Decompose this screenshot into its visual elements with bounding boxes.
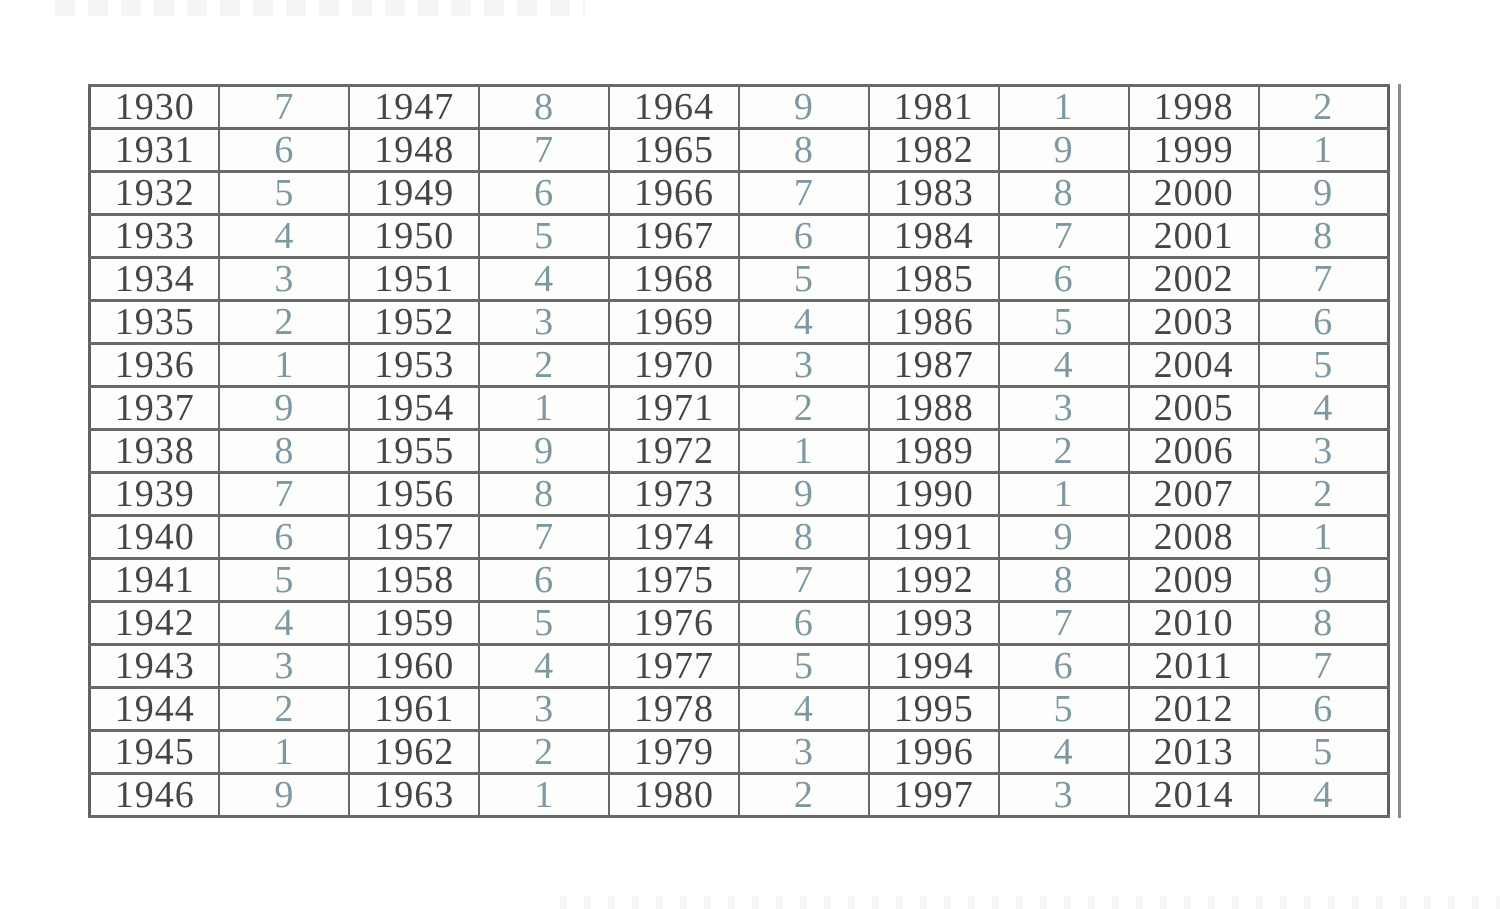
number-cell: 7 (999, 215, 1129, 258)
number-cell: 3 (219, 645, 349, 688)
number-cell: 1 (739, 430, 869, 473)
year-cell: 2005 (1129, 387, 1259, 430)
year-cell: 1958 (349, 559, 479, 602)
number-cell: 6 (739, 602, 869, 645)
year-cell: 1985 (869, 258, 999, 301)
year-cell: 1938 (90, 430, 220, 473)
year-cell: 1932 (90, 172, 220, 215)
number-cell: 5 (1259, 344, 1389, 387)
number-cell: 2 (739, 387, 869, 430)
year-cell: 1953 (349, 344, 479, 387)
year-cell: 1933 (90, 215, 220, 258)
number-cell: 8 (739, 516, 869, 559)
number-cell: 5 (739, 258, 869, 301)
year-cell: 1937 (90, 387, 220, 430)
year-cell: 1991 (869, 516, 999, 559)
year-cell: 1954 (349, 387, 479, 430)
year-cell: 1990 (869, 473, 999, 516)
table-row (90, 258, 1389, 301)
year-cell: 1936 (90, 344, 220, 387)
table-row (90, 387, 1389, 430)
year-cell: 1986 (869, 301, 999, 344)
number-cell: 8 (1259, 602, 1389, 645)
year-cell: 1997 (869, 774, 999, 817)
year-cell: 1988 (869, 387, 999, 430)
number-cell: 9 (1259, 559, 1389, 602)
number-cell: 5 (219, 559, 349, 602)
year-cell: 1993 (869, 602, 999, 645)
year-cell: 1967 (609, 215, 739, 258)
year-cell: 1946 (90, 774, 220, 817)
year-cell: 1989 (869, 430, 999, 473)
year-cell: 1945 (90, 731, 220, 774)
year-cell: 1944 (90, 688, 220, 731)
year-cell: 2008 (1129, 516, 1259, 559)
cropped-content-artifact-bottom (560, 896, 1500, 909)
number-cell: 5 (479, 215, 609, 258)
year-cell: 1976 (609, 602, 739, 645)
number-cell: 3 (219, 258, 349, 301)
year-cell: 1977 (609, 645, 739, 688)
year-table-body (90, 86, 1389, 817)
year-cell: 1970 (609, 344, 739, 387)
year-cell: 1952 (349, 301, 479, 344)
number-cell: 2 (219, 301, 349, 344)
year-cell: 1956 (349, 473, 479, 516)
number-cell: 4 (219, 602, 349, 645)
year-cell: 1996 (869, 731, 999, 774)
table-row (90, 731, 1389, 774)
year-cell: 1960 (349, 645, 479, 688)
table-row (90, 516, 1389, 559)
number-cell: 5 (1259, 731, 1389, 774)
number-cell: 7 (219, 86, 349, 129)
number-cell: 8 (999, 172, 1129, 215)
year-cell: 1979 (609, 731, 739, 774)
year-cell: 2014 (1129, 774, 1259, 817)
table-row (90, 86, 1389, 129)
number-cell: 8 (479, 473, 609, 516)
year-cell: 1931 (90, 129, 220, 172)
year-number-table-grid (88, 84, 1390, 818)
year-cell: 2006 (1129, 430, 1259, 473)
number-cell: 3 (739, 731, 869, 774)
number-cell: 9 (739, 473, 869, 516)
number-cell: 7 (1259, 645, 1389, 688)
year-cell: 1994 (869, 645, 999, 688)
number-cell: 4 (1259, 387, 1389, 430)
number-cell: 2 (219, 688, 349, 731)
table-outer-right-border (1398, 84, 1401, 818)
year-cell: 1942 (90, 602, 220, 645)
number-cell: 1 (219, 344, 349, 387)
year-cell: 2002 (1129, 258, 1259, 301)
table-row (90, 645, 1389, 688)
year-cell: 1983 (869, 172, 999, 215)
year-cell: 2011 (1129, 645, 1259, 688)
year-cell: 1984 (869, 215, 999, 258)
number-cell: 3 (999, 387, 1129, 430)
table-row (90, 430, 1389, 473)
number-cell: 6 (479, 172, 609, 215)
number-cell: 3 (739, 344, 869, 387)
number-cell: 1 (479, 387, 609, 430)
year-cell: 1978 (609, 688, 739, 731)
year-cell: 2010 (1129, 602, 1259, 645)
year-cell: 1947 (349, 86, 479, 129)
year-cell: 1941 (90, 559, 220, 602)
number-cell: 2 (479, 731, 609, 774)
number-cell: 8 (1259, 215, 1389, 258)
year-cell: 1955 (349, 430, 479, 473)
number-cell: 7 (479, 129, 609, 172)
number-cell: 9 (739, 86, 869, 129)
number-cell: 2 (1259, 86, 1389, 129)
year-cell: 1943 (90, 645, 220, 688)
number-cell: 9 (999, 516, 1129, 559)
year-cell: 1972 (609, 430, 739, 473)
number-cell: 4 (479, 645, 609, 688)
number-cell: 8 (999, 559, 1129, 602)
number-cell: 7 (739, 172, 869, 215)
year-cell: 1940 (90, 516, 220, 559)
year-cell: 1951 (349, 258, 479, 301)
year-cell: 1962 (349, 731, 479, 774)
number-cell: 8 (479, 86, 609, 129)
number-cell: 7 (1259, 258, 1389, 301)
number-cell: 1 (219, 731, 349, 774)
year-cell: 1969 (609, 301, 739, 344)
year-cell: 1992 (869, 559, 999, 602)
number-cell: 6 (219, 516, 349, 559)
number-cell: 6 (1259, 301, 1389, 344)
year-cell: 2009 (1129, 559, 1259, 602)
number-cell: 6 (1259, 688, 1389, 731)
year-cell: 1987 (869, 344, 999, 387)
table-row (90, 559, 1389, 602)
number-cell: 2 (1259, 473, 1389, 516)
number-cell: 6 (479, 559, 609, 602)
number-cell: 9 (1259, 172, 1389, 215)
year-cell: 1950 (349, 215, 479, 258)
number-cell: 1 (999, 86, 1129, 129)
table-row (90, 301, 1389, 344)
year-cell: 1957 (349, 516, 479, 559)
number-cell: 6 (999, 258, 1129, 301)
cropped-content-artifact-top (55, 0, 585, 16)
number-cell: 7 (999, 602, 1129, 645)
number-cell: 2 (999, 430, 1129, 473)
year-cell: 1930 (90, 86, 220, 129)
year-cell: 2007 (1129, 473, 1259, 516)
table-row (90, 344, 1389, 387)
year-cell: 2004 (1129, 344, 1259, 387)
year-number-table (88, 84, 1390, 818)
number-cell: 9 (219, 387, 349, 430)
number-cell: 8 (739, 129, 869, 172)
number-cell: 9 (999, 129, 1129, 172)
number-cell: 7 (219, 473, 349, 516)
year-cell: 1935 (90, 301, 220, 344)
year-cell: 1949 (349, 172, 479, 215)
number-cell: 3 (479, 688, 609, 731)
year-cell: 1975 (609, 559, 739, 602)
year-cell: 1934 (90, 258, 220, 301)
year-cell: 1963 (349, 774, 479, 817)
table-row (90, 602, 1389, 645)
number-cell: 1 (1259, 129, 1389, 172)
number-cell: 4 (739, 301, 869, 344)
number-cell: 3 (1259, 430, 1389, 473)
year-cell: 1998 (1129, 86, 1259, 129)
year-cell: 2012 (1129, 688, 1259, 731)
year-cell: 1995 (869, 688, 999, 731)
number-cell: 5 (999, 688, 1129, 731)
number-cell: 9 (479, 430, 609, 473)
year-cell: 2001 (1129, 215, 1259, 258)
number-cell: 4 (999, 344, 1129, 387)
year-cell: 1968 (609, 258, 739, 301)
number-cell: 4 (739, 688, 869, 731)
number-cell: 2 (739, 774, 869, 817)
number-cell: 5 (999, 301, 1129, 344)
number-cell: 7 (479, 516, 609, 559)
year-cell: 1981 (869, 86, 999, 129)
year-cell: 2003 (1129, 301, 1259, 344)
number-cell: 8 (219, 430, 349, 473)
year-cell: 2013 (1129, 731, 1259, 774)
year-cell: 1964 (609, 86, 739, 129)
number-cell: 4 (1259, 774, 1389, 817)
number-cell: 6 (219, 129, 349, 172)
year-cell: 1971 (609, 387, 739, 430)
number-cell: 5 (219, 172, 349, 215)
number-cell: 1 (999, 473, 1129, 516)
number-cell: 2 (479, 344, 609, 387)
year-cell: 2000 (1129, 172, 1259, 215)
table-row (90, 688, 1389, 731)
year-cell: 1939 (90, 473, 220, 516)
year-cell: 1961 (349, 688, 479, 731)
year-cell: 1974 (609, 516, 739, 559)
number-cell: 1 (1259, 516, 1389, 559)
number-cell: 3 (999, 774, 1129, 817)
year-cell: 1966 (609, 172, 739, 215)
year-cell: 1973 (609, 473, 739, 516)
number-cell: 5 (739, 645, 869, 688)
number-cell: 6 (999, 645, 1129, 688)
year-cell: 1999 (1129, 129, 1259, 172)
year-cell: 1959 (349, 602, 479, 645)
year-cell: 1982 (869, 129, 999, 172)
table-row (90, 774, 1389, 817)
number-cell: 6 (739, 215, 869, 258)
number-cell: 4 (999, 731, 1129, 774)
year-cell: 1965 (609, 129, 739, 172)
number-cell: 5 (479, 602, 609, 645)
table-row (90, 172, 1389, 215)
year-cell: 1948 (349, 129, 479, 172)
number-cell: 4 (219, 215, 349, 258)
table-row (90, 473, 1389, 516)
number-cell: 3 (479, 301, 609, 344)
number-cell: 7 (739, 559, 869, 602)
number-cell: 9 (219, 774, 349, 817)
year-cell: 1980 (609, 774, 739, 817)
number-cell: 4 (479, 258, 609, 301)
table-row (90, 215, 1389, 258)
table-row (90, 129, 1389, 172)
number-cell: 1 (479, 774, 609, 817)
